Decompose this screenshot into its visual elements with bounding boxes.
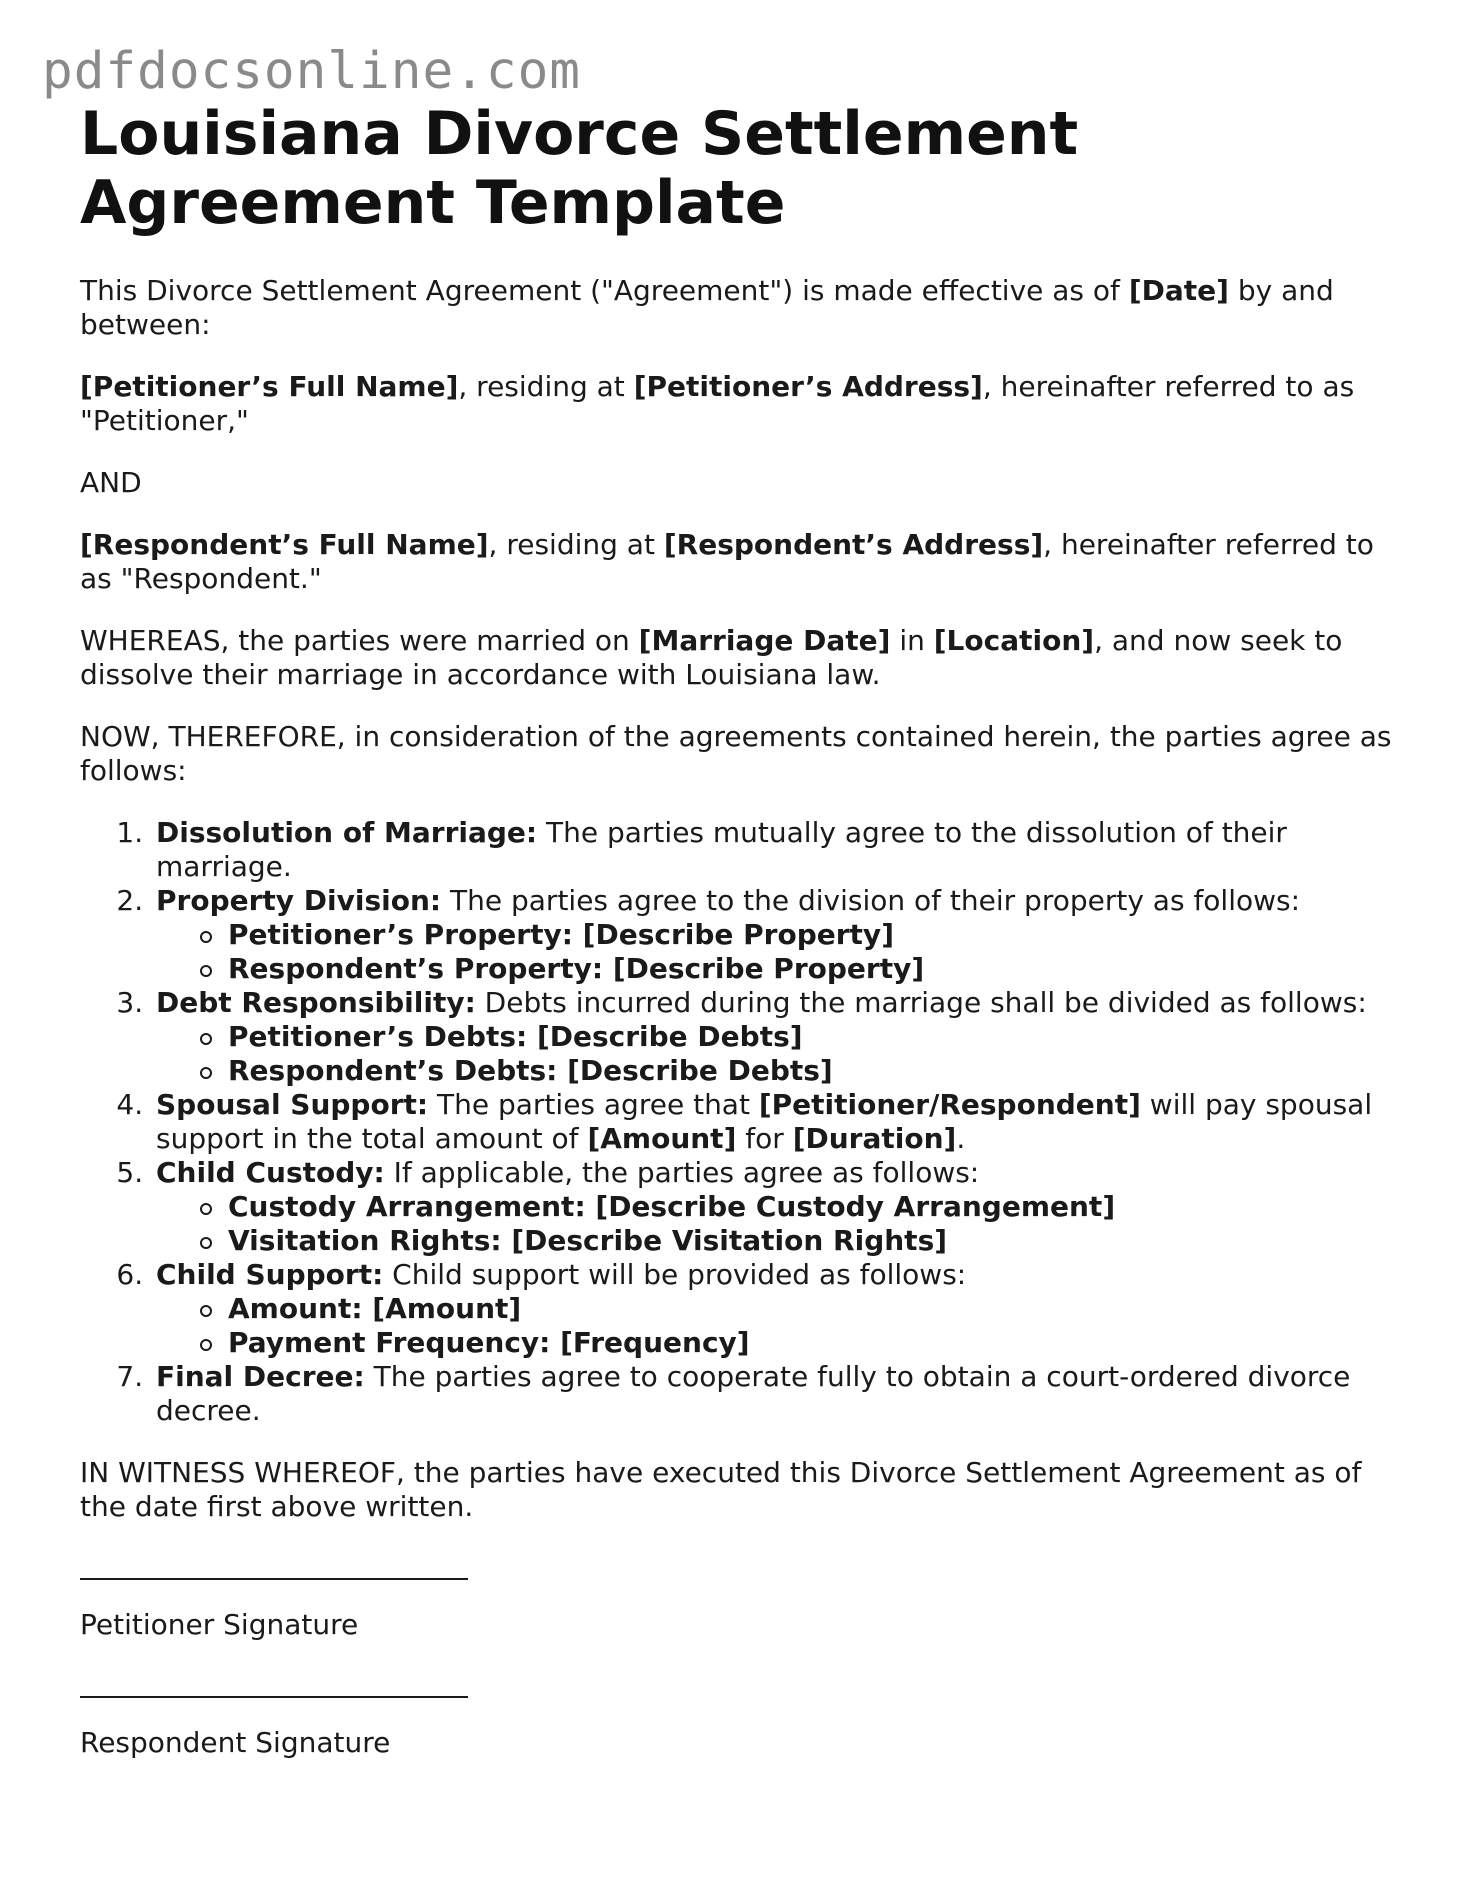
respondent-paragraph: [Respondent’s Full Name], residing at [Respondent’s Address], hereinafter referred to as "Respondent.": [80, 528, 1374, 595]
clause-property-division: 2. Property Division: The parties agree to the division of their property as follows: Petitioner’s Property: [Describe Property] Respondent’s Property: [Describe Property]: [152, 884, 1400, 986]
list-item: Amount: [Amount]: [228, 1292, 1400, 1326]
paying-party-field: [Petitioner/Respondent]: [758, 1088, 1141, 1121]
respondent-signature-line[interactable]: [80, 1696, 468, 1698]
now-therefore-paragraph: NOW, THEREFORE, in consideration of the agreements contained herein, the parties agree as follows:: [80, 720, 1392, 787]
child-support-sublist: [156, 1292, 1400, 1360]
marriage-location-field: [Location]: [933, 624, 1095, 657]
property-sublist: [156, 918, 1400, 986]
custody-sublist: [156, 1190, 1400, 1258]
respondent-address-field: [Respondent’s Address]: [663, 528, 1044, 561]
clause-spousal-support: 4. Spousal Support: The parties agree that [Petitioner/Respondent] will pay spousal support in the total amount of [Amount] for [Duration].: [152, 1088, 1400, 1156]
clause-final-decree: 7. Final Decree: The parties agree to cooperate fully to obtain a court-ordered divorce decree.: [152, 1360, 1400, 1428]
clause-dissolution: 1. Dissolution of Marriage: The parties mutually agree to the dissolution of their marriage.: [152, 816, 1400, 884]
intro-paragraph: This Divorce Settlement Agreement ("Agreement") is made effective as of [Date] by and between:: [80, 274, 1334, 341]
petitioner-address-field: [Petitioner’s Address]: [633, 370, 983, 403]
and-separator: AND: [80, 466, 142, 499]
petitioner-paragraph: [Petitioner’s Full Name], residing at [Petitioner’s Address], hereinafter referred to as "Petitioner,": [80, 370, 1355, 437]
list-item: Respondent’s Debts: [Describe Debts]: [228, 1054, 1400, 1088]
list-item: Petitioner’s Property: [Describe Property]: [228, 918, 1400, 952]
petitioner-signature-line[interactable]: [80, 1578, 468, 1580]
clauses-list: [80, 816, 1400, 1428]
whereas-paragraph: WHEREAS, the parties were married on [Marriage Date] in [Location], and now seek to dissolve their marriage in accordance with Louisiana law.: [80, 624, 1343, 691]
effective-date-field: [Date]: [1128, 274, 1229, 307]
clause-debt-responsibility: 3. Debt Responsibility: Debts incurred during the marriage shall be divided as follows: Petitioner’s Debts: [Describe Debts] Respondent’s Debts: [Describe Debts]: [152, 986, 1400, 1088]
petitioner-signature-label: Petitioner Signature: [80, 1608, 359, 1641]
witness-paragraph: IN WITNESS WHEREOF, the parties have executed this Divorce Settlement Agreement as of the date first above written.: [80, 1456, 1362, 1523]
respondent-signature-label: Respondent Signature: [80, 1726, 391, 1759]
list-item: Payment Frequency: [Frequency]: [228, 1326, 1400, 1360]
petitioner-name-field: [Petitioner’s Full Name]: [80, 370, 459, 403]
watermark: pdfdocsonline.com: [42, 42, 581, 101]
support-duration-field: [Duration]: [792, 1122, 957, 1155]
support-amount-field: [Amount]: [587, 1122, 737, 1155]
document-title: Louisiana Divorce Settlement Agreement Template: [80, 99, 1079, 238]
document-body: [80, 100, 1400, 1760]
list-item: Respondent’s Property: [Describe Property]: [228, 952, 1400, 986]
clause-child-support: 6. Child Support: Child support will be provided as follows: Amount: [Amount] Payment Frequency: [Frequency]: [152, 1258, 1400, 1360]
marriage-date-field: [Marriage Date]: [638, 624, 891, 657]
clause-child-custody: 5. Child Custody: If applicable, the parties agree as follows: Custody Arrangement: [Describe Custody Arrangement] Visitation Rights: [Describe Visitation Rights]: [152, 1156, 1400, 1258]
debt-sublist: [156, 1020, 1400, 1088]
list-item: Petitioner’s Debts: [Describe Debts]: [228, 1020, 1400, 1054]
list-item: Visitation Rights: [Describe Visitation Rights]: [228, 1224, 1400, 1258]
list-item: Custody Arrangement: [Describe Custody Arrangement]: [228, 1190, 1400, 1224]
respondent-name-field: [Respondent’s Full Name]: [80, 528, 489, 561]
